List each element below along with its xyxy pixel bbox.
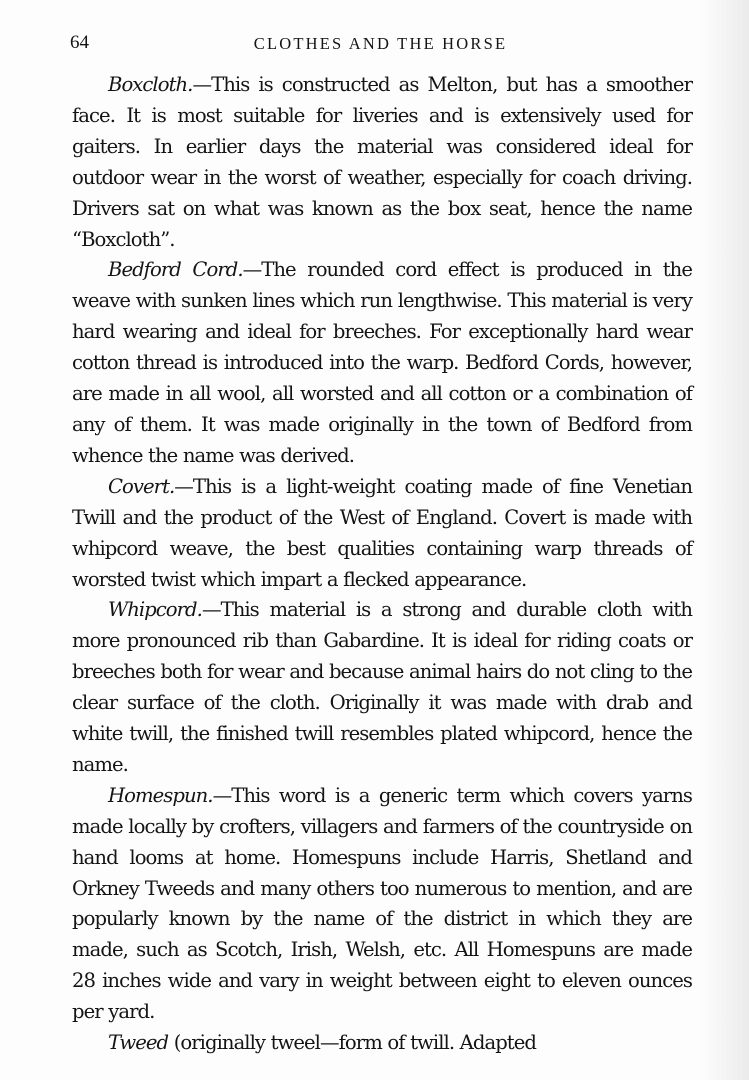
paragraph-homespun — [72, 781, 692, 1028]
page-number: 64 — [70, 32, 89, 53]
page-header — [70, 32, 691, 62]
term-heading: Whipcord. — [108, 598, 202, 622]
body-text — [72, 70, 692, 1059]
term-heading: Covert. — [108, 474, 175, 498]
paragraph-text: —The rounded cord effect is produced in the weave with sunken lines which run lengthwise. This material is very hard wearing and ideal for breeches. For exceptionally hard wear cotton thread is introduced into the warp. Bedford Cords, however, are made in all wool, all worsted and all cotton or a combination of any of them. It was made originally in the town of Bedford from whence the name was derived. — [72, 258, 692, 467]
paragraph-whipcord — [72, 595, 692, 780]
running-title: CLOTHES AND THE HORSE — [253, 34, 508, 53]
paragraph-text: —This is constructed as Melton, but has a smoother face. It is most suitable for liveries and is extensively used for gaiters. In earlier days the material was considered ideal for outdoor wear in the worst of weather, especially for coach driving. Drivers sat on what was known as the box seat, hence the name “Boxcloth”. — [72, 73, 692, 251]
paragraph-text: (originally tweel—form of twill. Adapted — [168, 1031, 536, 1055]
paragraph-text: —This material is a strong and durable cloth with more pronounced rib than Gabardine. It is ideal for riding coats or breeches both for wear and because animal hairs do not cling to the clear surface of the cloth. Originally it was made with drab and white twill, the finished twill resembles plated whipcord, hence the name. — [72, 598, 692, 776]
paragraph-tweed — [72, 1028, 692, 1059]
term-heading: Tweed — [108, 1031, 169, 1055]
paragraph-text: —This is a light-weight coating made of fine Venetian Twill and the product of the West of England. Covert is made with whipcord weave, the best qualities containing warp threads of worsted twist which impart a flecked appearance. — [72, 474, 692, 591]
term-heading: Bedford Cord. — [108, 258, 243, 282]
paragraph-text: —This word is a generic term which covers yarns made locally by crofters, villagers and farmers of the countryside on hand looms at home. Homespuns include Harris, Shetland and Orkney Tweeds and many others too numerous to mention, and are popularly known by the name of the district in which they are made, such as Scotch, Irish, Welsh, etc. All Homespuns are made 28 inches wide and vary in weight between eight to eleven ounces per yard. — [72, 783, 692, 1024]
page-edge-shadow — [701, 0, 749, 1080]
term-heading: Homespun. — [108, 783, 213, 807]
paragraph-covert — [72, 472, 692, 596]
term-heading: Boxcloth. — [108, 73, 193, 96]
paragraph-bedford-cord — [72, 255, 692, 471]
paragraph-boxcloth — [72, 70, 692, 255]
